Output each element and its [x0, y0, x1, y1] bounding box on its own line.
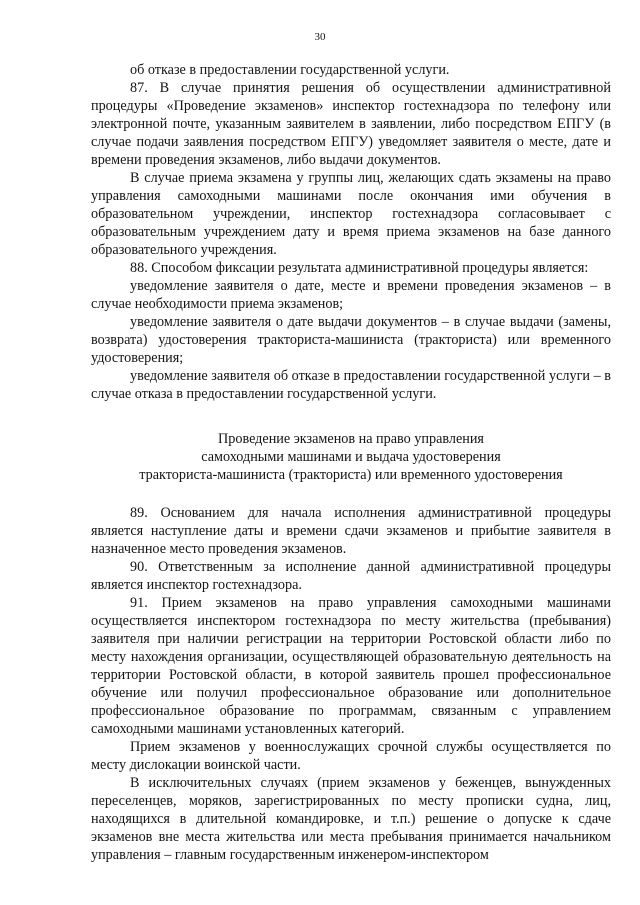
paragraph: уведомление заявителя о дате выдачи документов – в случае выдачи (замены, возврата) удостоверения тракториста-машиниста (тракториста) или временного удостоверения; [91, 314, 611, 366]
section-heading [91, 430, 611, 484]
document-body [91, 61, 611, 864]
section-heading-line: самоходными машинами и выдача удостоверения [201, 449, 501, 465]
section-heading-line: Проведение экзаменов на право управления [218, 431, 484, 447]
paragraph: В случае приема экзамена у группы лиц, желающих сдать экзамены на право управления самоходными машинами после окончания ими обучения в образовательном учреждении, инспектор гостехнадзора согласовывает с образовательным учреждением дату и время приема экзаменов на базе данного образовательного учреждения. [91, 170, 611, 258]
paragraph-89: 89. Основанием для начала исполнения административной процедуры является наступление даты и времени сдачи экзаменов и прибытие заявителя в назначенное место проведения экзаменов. [91, 505, 611, 557]
paragraph-90: 90. Ответственным за исполнение данной административной процедуры является инспектор гостехнадзора. [91, 559, 611, 593]
paragraph-91: 91. Прием экзаменов на право управления самоходными машинами осуществляется инспектором гостехнадзора по месту жительства (пребывания) заявителя при наличии регистрации на территории Ростовской области либо по месту нахождения организации, осуществляющей образовательную деятельность на территории Ростовской области, в которой заявитель прошел профессиональное обучение или получил профессиональное образование или дополнительное профессиональное образование по программам, связанным с управлением самоходными машинами установленных категорий. [91, 595, 611, 737]
section-heading-line: тракториста-машиниста (тракториста) или временного удостоверения [139, 467, 563, 483]
paragraph: В исключительных случаях (прием экзаменов у беженцев, вынужденных переселенцев, моряков, зарегистрированных по месту прописки судна, лиц, находящихся в длительной командировке, и т.п.) решение о допуске к сдаче экзаменов вне места жительства или места пребывания принимается начальником управления – главным государственным инженером-инспектором [91, 775, 611, 863]
paragraph: Прием экзаменов у военнослужащих срочной службы осуществляется по месту дислокации воинской части. [91, 739, 611, 773]
paragraph-88: 88. Способом фиксации результата административной процедуры является: [130, 260, 589, 276]
paragraph: уведомление заявителя о дате, месте и времени проведения экзаменов – в случае необходимости приема экзаменов; [91, 278, 611, 312]
paragraph: уведомление заявителя об отказе в предоставлении государственной услуги – в случае отказа в предоставлении государственной услуги. [91, 368, 611, 402]
paragraph-87: 87. В случае принятия решения об осуществлении административной процедуры «Проведение экзаменов» инспектор гостехнадзора по телефону или электронной почте, указанным заявителем в заявлении, либо посредством ЕПГУ (в случае подачи заявления посредством ЕПГУ) уведомляет заявителя о месте, дате и времени проведения экзаменов, либо выдачи документов. [91, 80, 611, 168]
page-number: 30 [314, 31, 326, 43]
paragraph: об отказе в предоставлении государственной услуги. [130, 62, 450, 78]
